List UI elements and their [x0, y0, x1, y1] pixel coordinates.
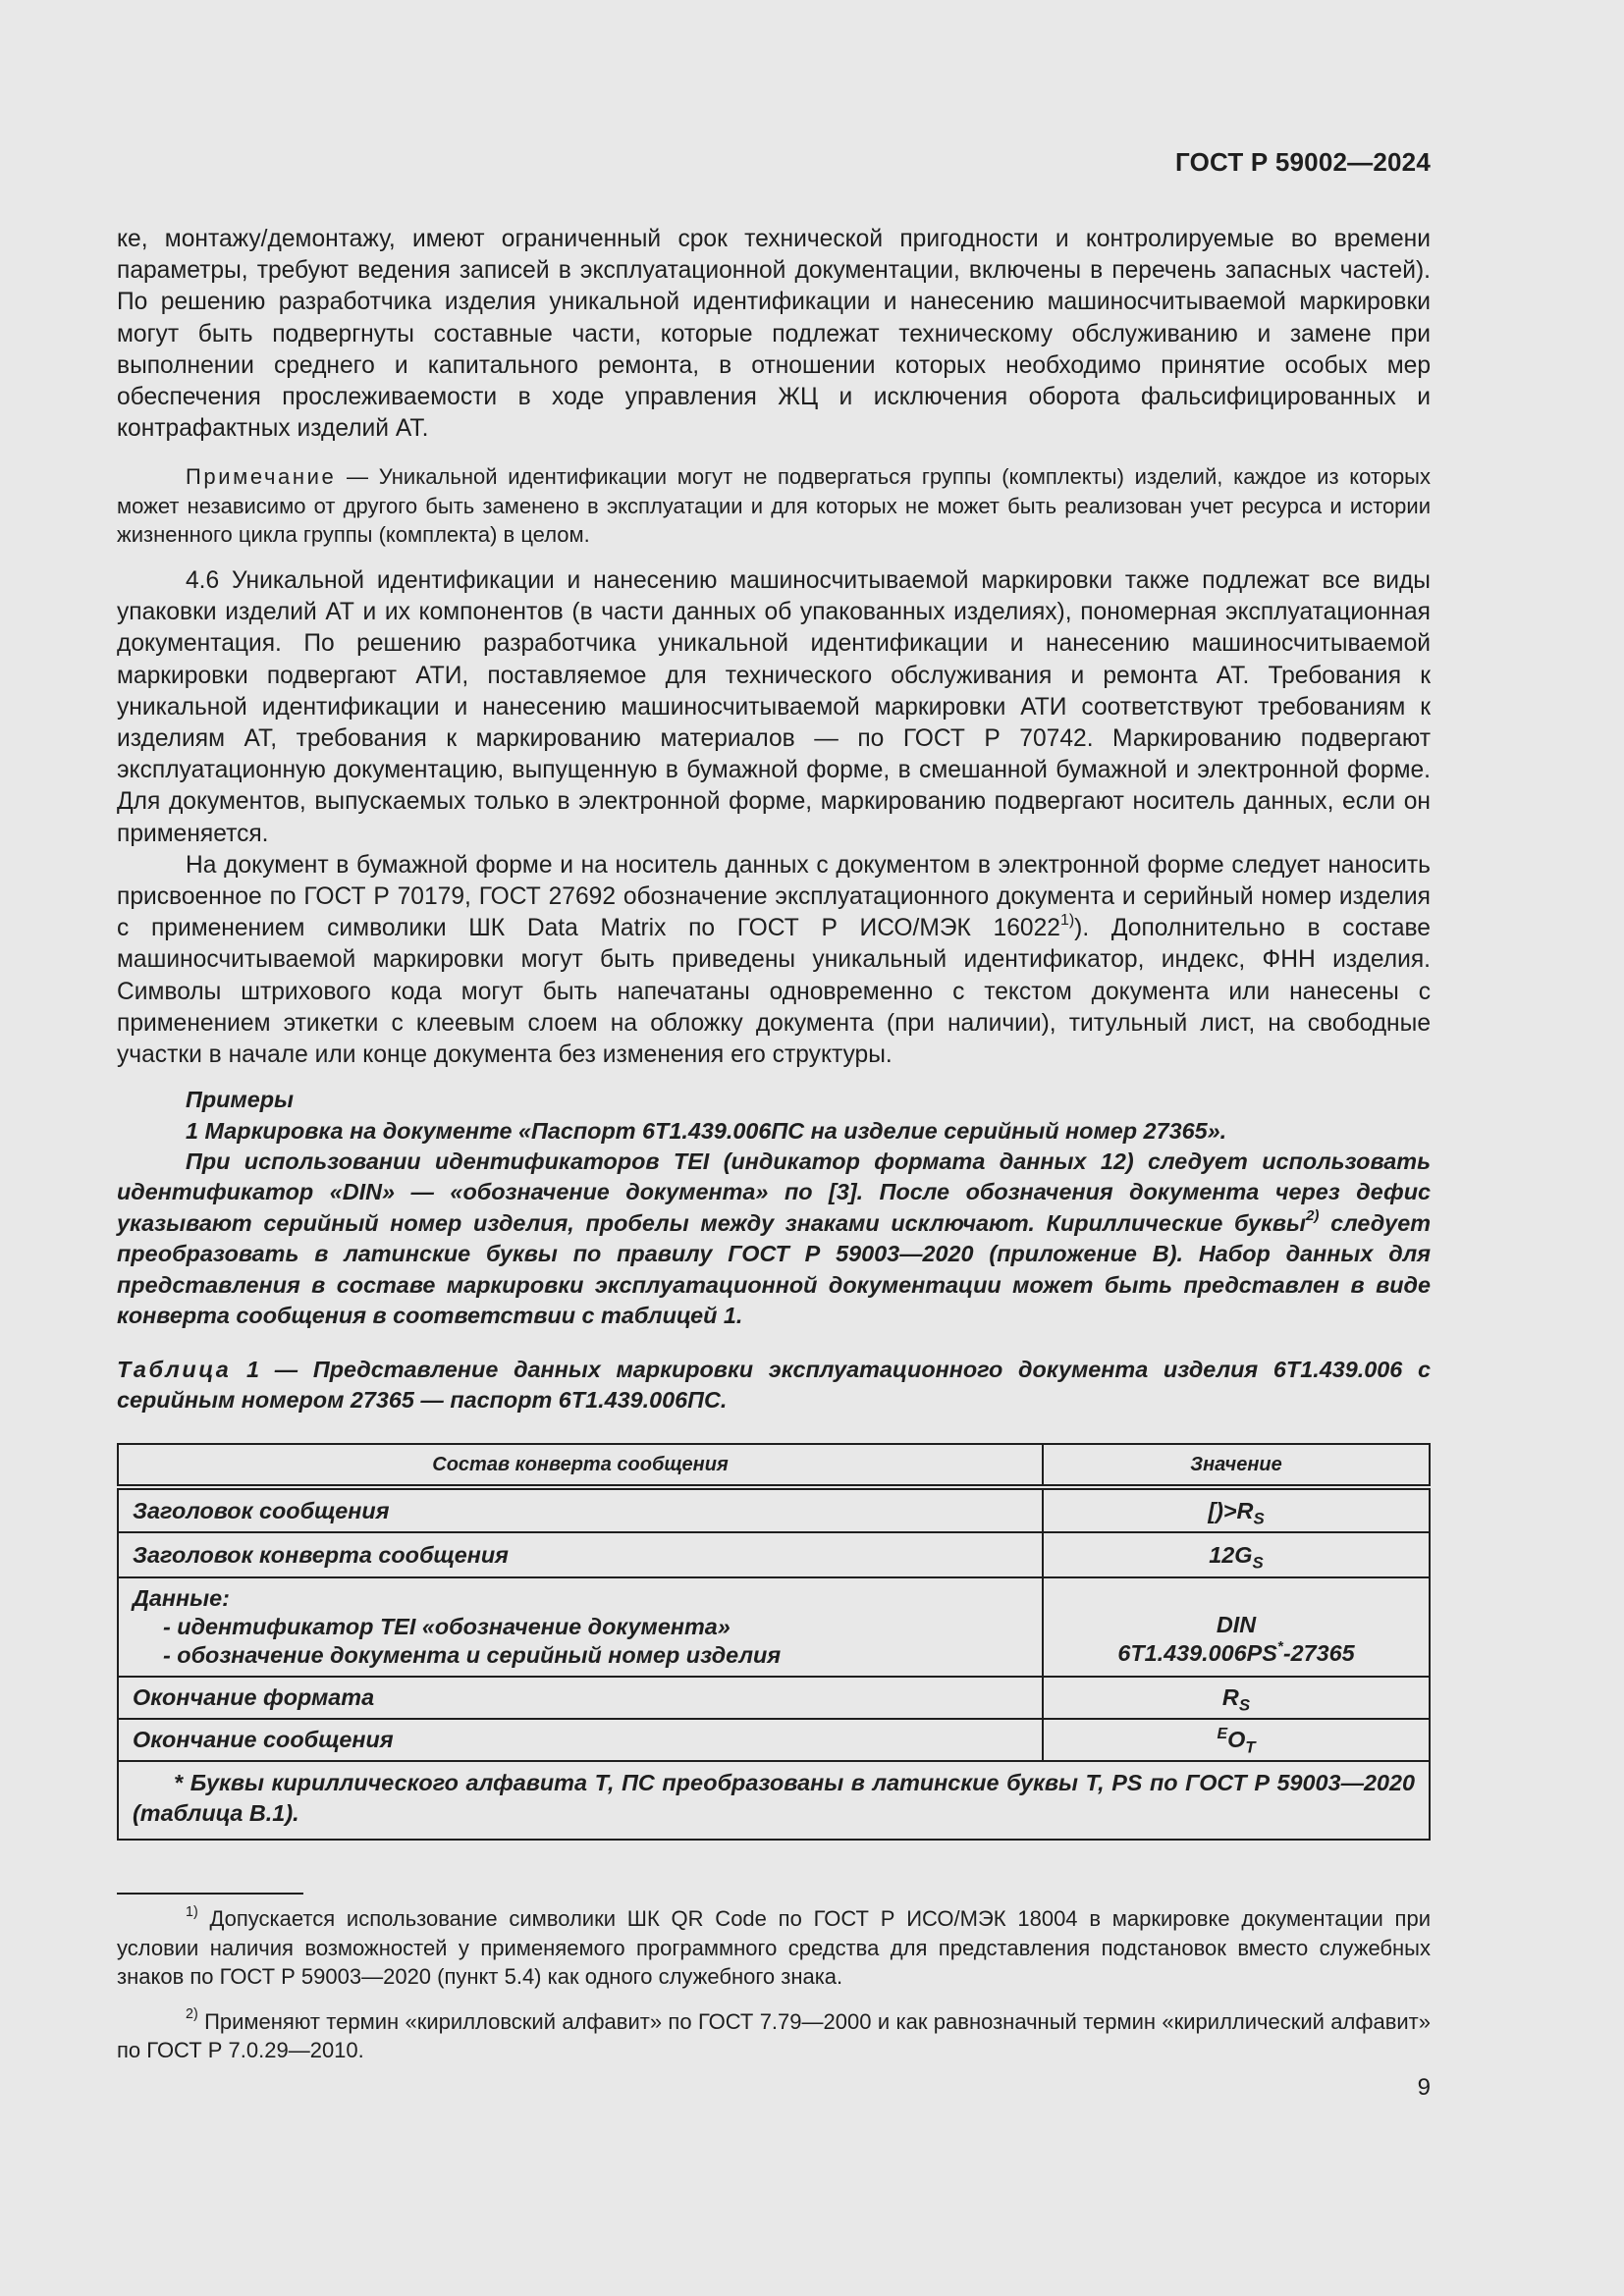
footnote-2-mark: 2): [186, 2006, 198, 2023]
table-row: [118, 1577, 1430, 1677]
document-code-header: ГОСТ Р 59002—2024: [1175, 147, 1431, 177]
table-row: [118, 1487, 1430, 1532]
table-caption-text: 1 — Представление данных маркировки эксплуатационного документа изделия 6Т1.439.006 с серийным номером 27365 — паспорт 6Т1.439.006ПС.: [117, 1357, 1431, 1414]
footnote-1-mark: 1): [186, 1903, 198, 1920]
table-header-row: [118, 1444, 1430, 1487]
row-name: Окончание сообщения: [118, 1719, 1043, 1761]
data-label: Данные:: [133, 1585, 230, 1612]
footnote-2-text: Применяют термин «кирилловский алфавит» по ГОСТ 7.79—2000 и как равнозначный термин «кириллический алфавит» по ГОСТ Р 7.0.29—2010.: [117, 2008, 1431, 2062]
table-footnote-row: [118, 1761, 1430, 1840]
value-document-serial: 6T1.439.006PS*-27365: [1117, 1637, 1355, 1667]
footnotes: [117, 1904, 1431, 2065]
paragraph-text-part1: На документ в бумажной форме и на носитель данных с документом в электронной форме следует наносить присвоенное по ГОСТ Р 70179, ГОСТ 27692 обозначение эксплуатационного документа и серийный номер изделия с применением символики ШК Data Matrix по ГОСТ Р ИСО/МЭК 16022: [117, 851, 1431, 942]
table-row: [118, 1677, 1430, 1719]
page-number: 9: [1417, 2074, 1431, 2101]
footnote-ref-1: 1): [1059, 911, 1075, 929]
row-name: Заголовок конверта сообщения: [118, 1532, 1043, 1577]
examples-title: Примеры: [186, 1087, 294, 1113]
row-value: $12G_S$: [1043, 1532, 1430, 1577]
main-text: [117, 224, 1431, 1841]
value-din: DIN: [1216, 1612, 1257, 1638]
column-header-composition: Состав конверта сообщения: [118, 1444, 1043, 1487]
row-value: $[)>R_S$: [1043, 1487, 1430, 1532]
data-item-1: - идентификатор TEI «обозначение документа»: [163, 1614, 731, 1640]
table-caption-label: Таблица: [117, 1357, 232, 1383]
note: [117, 462, 1431, 550]
message-envelope-table: [117, 1443, 1431, 1841]
column-header-value: Значение: [1043, 1444, 1430, 1487]
row-name: Заголовок сообщения: [118, 1487, 1043, 1532]
footnote-separator: [117, 1893, 303, 1895]
examples-block: [117, 1085, 1431, 1331]
note-text: — Уникальной идентификации могут не подвергаться группы (комплекты) изделий, каждое из которых может независимо от другого быть заменено в эксплуатации и для которых не может быть реализован учет ресурса и истории жизненного цикла группы (комплекта) в целом.: [117, 464, 1431, 548]
example-text-part1: При использовании идентификаторов TEI (индикатор формата данных 12) следует использовать идентификатор «DIN» — «обозначение документа» по [3]. После обозначения документа через дефис указывают серийный номер изделия, пробелы между знаками исключают. Кириллические буквы: [117, 1148, 1431, 1236]
row-name: Окончание формата: [118, 1677, 1043, 1719]
note-label: Примечание: [186, 464, 337, 490]
row-name: [118, 1577, 1043, 1677]
table-row: [118, 1532, 1430, 1577]
row-value: [1043, 1577, 1430, 1677]
paragraph-document-marking: [117, 850, 1431, 1071]
paragraph-text-part2: ). Дополнительно в составе машиносчитываемой маркировки могут быть приведены уникальный идентификатор, индекс, ФНН изделия. Символы штрихового кода могут быть напечатаны одновременно с текстом документа или нанесены с применением этикетки с клеевым слоем на обложку документа (при наличии), титульный лист, на свободные участки в начале или конце документа без изменения его структуры.: [117, 915, 1431, 1068]
footnote-ref-2: 2): [1305, 1207, 1320, 1224]
paragraph-continuation: ке, монтажу/демонтажу, имеют ограниченный срок технической пригодности и контролируемые во времени параметры, требуют ведения записей в эксплуатационной документации, включены в перечень запасных частей). По решению разработчика изделия уникальной идентификации и нанесению машиносчитываемой маркировки могут быть подвергнуты составные части, которые подлежат техническому обслуживанию и замене при выполнении среднего и капитального ремонта, в отношении которых необходимо принятие особых мер обеспечения прослеживаемости в ходе управления ЖЦ и исключения оборота фальсифицированных и контрафактных изделий АТ.: [117, 226, 1431, 443]
row-value: $^EO_T$: [1043, 1719, 1430, 1761]
table-row: [118, 1719, 1430, 1761]
example-1-title: 1 Маркировка на документе «Паспорт 6Т1.439.006ПС на изделие серийный номер 27365».: [186, 1117, 1227, 1144]
example-1-text: [117, 1147, 1431, 1331]
table-footnote: * Буквы кириллического алфавита Т, ПС преобразованы в латинские буквы T, PS по ГОСТ Р 59003—2020 (таблица В.1).: [118, 1761, 1430, 1840]
data-item-2: - обозначение документа и серийный номер изделия: [163, 1642, 782, 1669]
paragraph-4-6: 4.6 Уникальной идентификации и нанесению машиносчитываемой маркировки также подлежат все виды упаковки изделий АТ и их компонентов (в части данных об упакованных изделиях), пономерная эксплуатационная документация. По решению разработчика уникальной идентификации и нанесению машиносчитываемой маркировки подвергают АТИ, поставляемое для технического обслуживания и ремонта АТ. Требования к уникальной идентификации и нанесению машиносчитываемой маркировки АТИ соответствуют требованиям к изделиям АТ, требования к маркированию материалов — по ГОСТ Р 70742. Маркированию подвергают эксплуатационную документацию, выпущенную в бумажной форме, в смешанной бумажной и электронной форме. Для документов, выпускаемых только в электронной форме, маркированию подвергают носитель данных, если он применяется.: [117, 566, 1431, 847]
footnote-1: [117, 1904, 1431, 1992]
footnote-1-text: Допускается использование символики ШК QR Code по ГОСТ Р ИСО/МЭК 18004 в маркировке документации при условии наличия возможностей у применяемого программного средства для представления подстановок вместо служебных знаков по ГОСТ Р 59003—2020 (пункт 5.4) как одного служебного знака.: [117, 1906, 1431, 1989]
example-text-part2: следует преобразовать в латинские буквы по правилу ГОСТ Р 59003—2020 (приложение В). Набор данных для представления в составе маркировки эксплуатационной документации может быть представлен в виде конверта сообщения в соответствии с таблицей 1.: [117, 1209, 1431, 1329]
row-value: $R_S$: [1043, 1677, 1430, 1719]
table-caption: [117, 1355, 1431, 1415]
footnote-2: [117, 2007, 1431, 2065]
